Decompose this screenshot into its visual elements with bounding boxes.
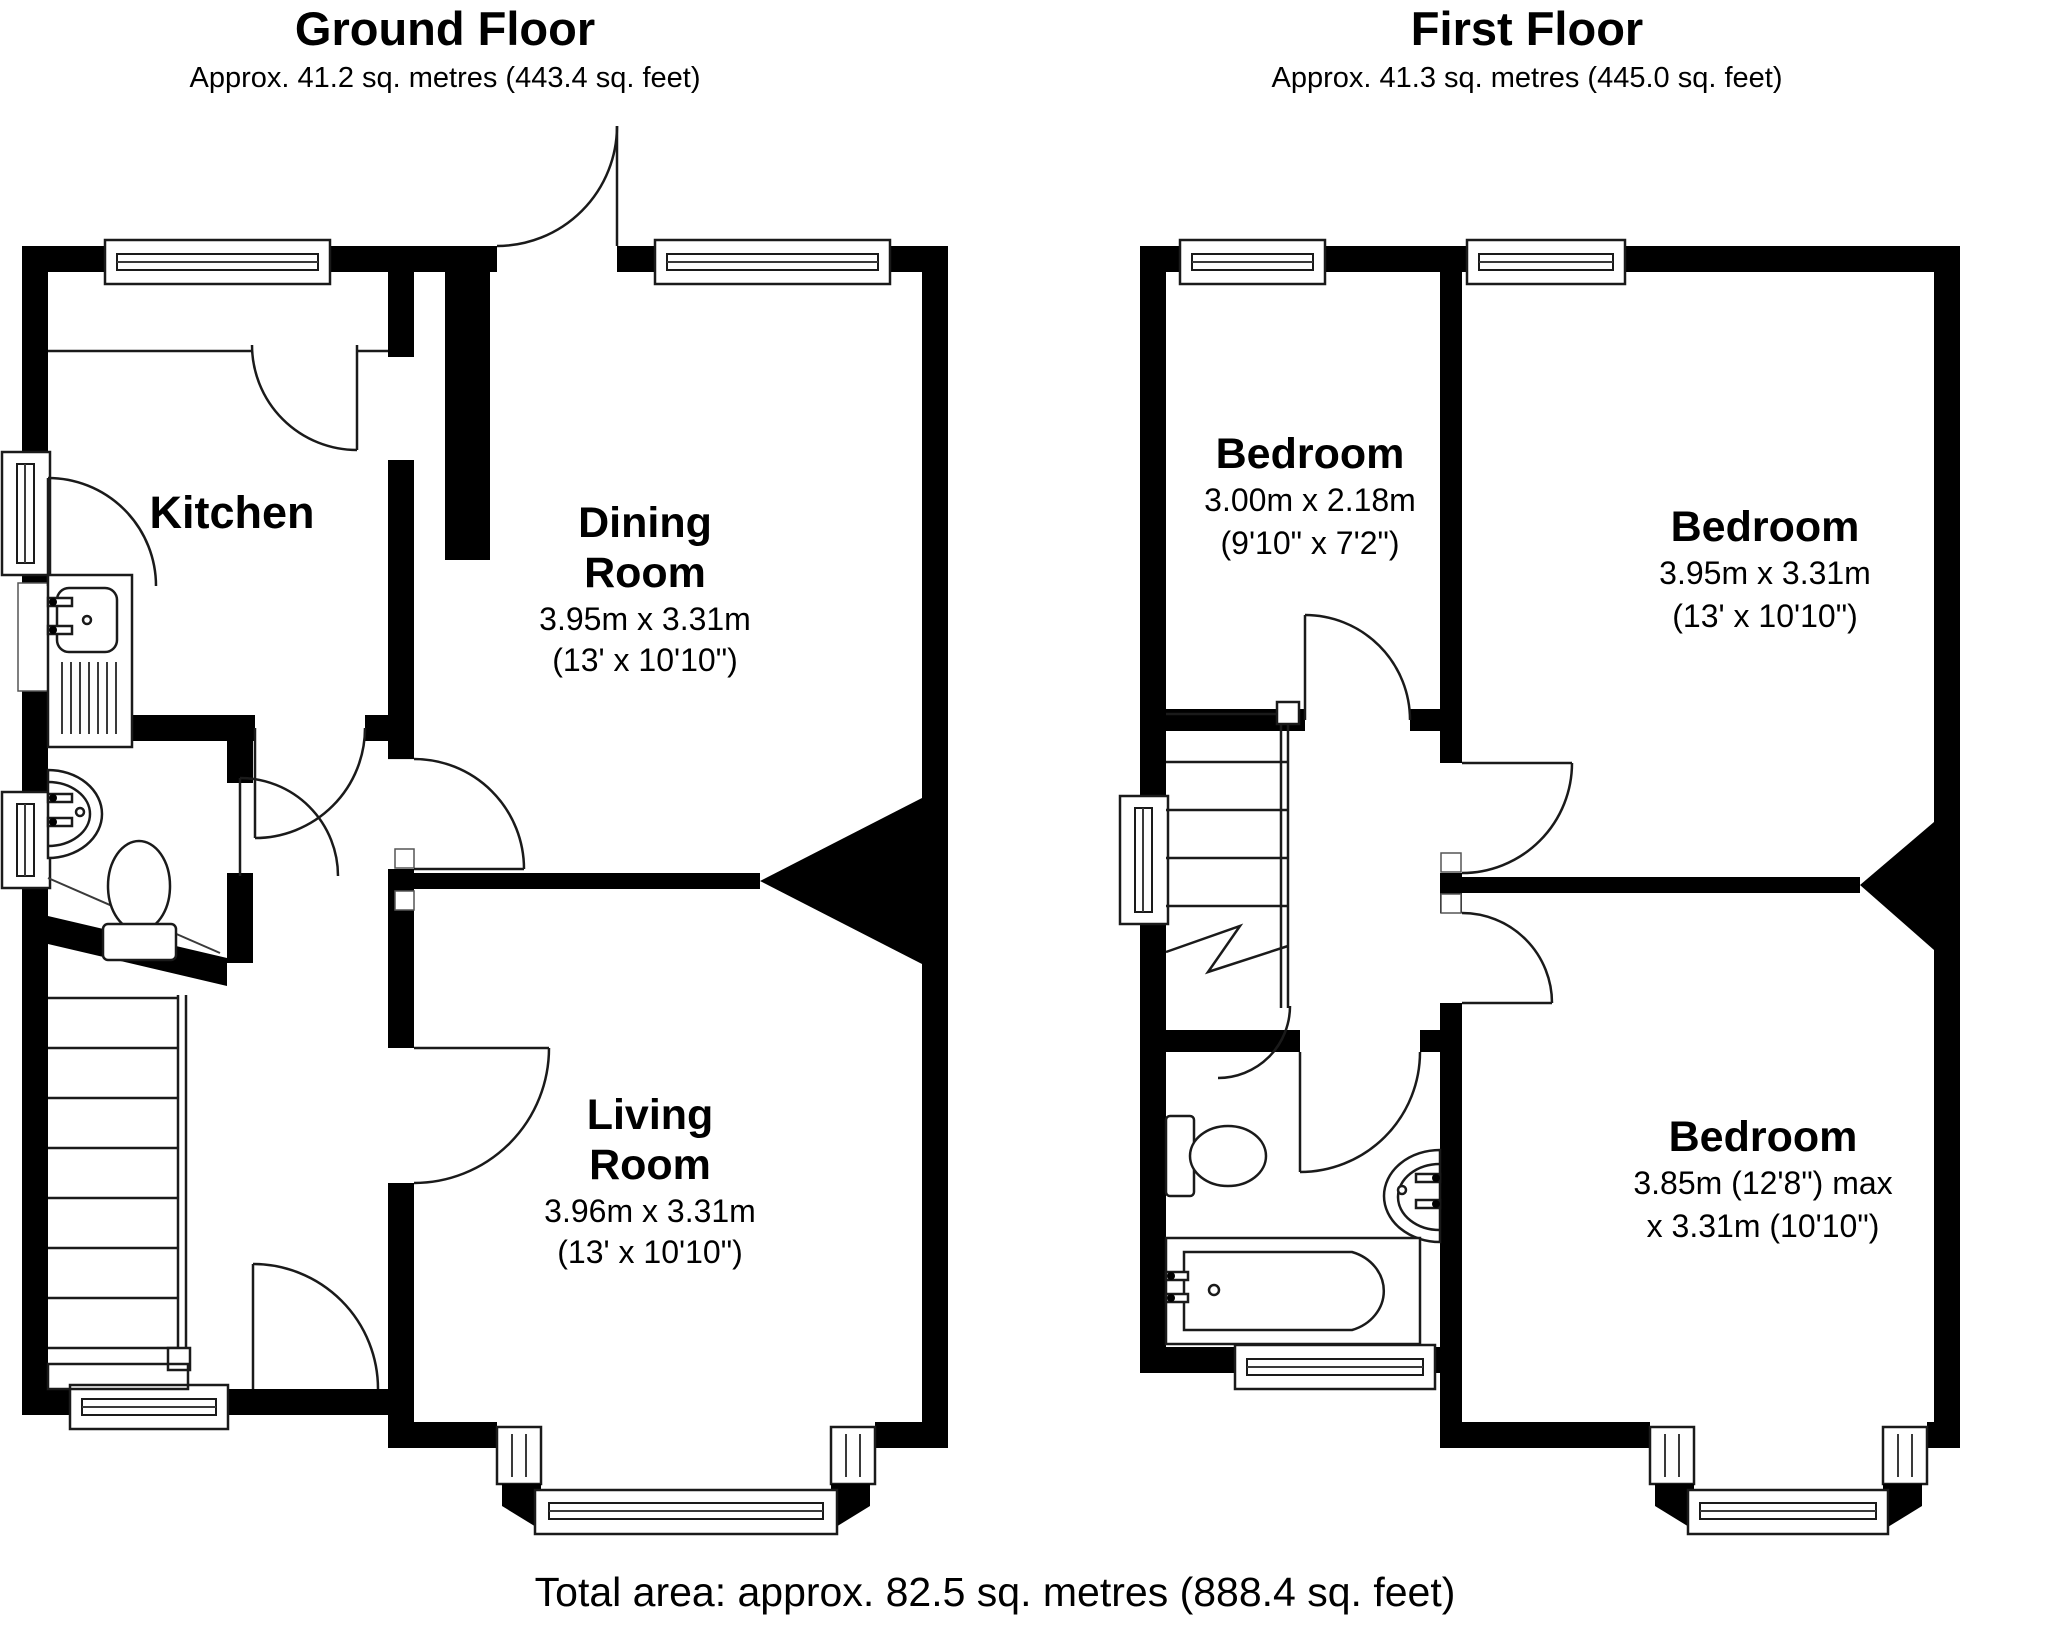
chimney-breast	[760, 798, 922, 964]
kitchen-side-window-icon	[2, 452, 50, 575]
room-dimensions-line2: x 3.31m (10'10")	[1646, 1208, 1880, 1244]
first-doors	[1300, 615, 1572, 1172]
living-room-label	[544, 1090, 756, 1272]
wc-toilet-icon	[103, 841, 176, 960]
bathroom-bath-icon	[1166, 1238, 1420, 1344]
right-bedroom-window-icon	[1467, 240, 1625, 284]
room-name: Bedroom	[1215, 430, 1405, 478]
bedroom-small-label	[1204, 430, 1416, 564]
vestibule-wall	[445, 272, 490, 560]
room-name: Living	[586, 1091, 714, 1139]
bottom-bedroom-door-icon	[1462, 913, 1552, 1003]
ground-floor-title: Ground Floor	[294, 2, 596, 55]
room-dimensions-imperial: (13' x 10'10")	[557, 1234, 743, 1270]
kitchen-label: Kitchen	[149, 487, 315, 538]
room-name: Room	[584, 549, 706, 597]
bay-side-window-icon	[831, 1427, 875, 1484]
kitchen-sink-icon	[48, 575, 132, 747]
bay-side-window-icon	[497, 1427, 541, 1484]
room-dimensions-metric: 3.00m x 2.18m	[1204, 482, 1416, 518]
wc-window-icon	[2, 792, 50, 888]
kitchen-window-icon	[105, 240, 330, 284]
room-dimensions-imperial: (9'10" x 7'2")	[1220, 525, 1400, 561]
first-floor-title: First Floor	[1410, 2, 1644, 55]
ground-floor-plan	[2, 126, 948, 1534]
hall-bottom-door-icon	[253, 1264, 378, 1389]
first-bay-window	[1650, 1427, 1927, 1534]
room-dimensions-metric: 3.95m x 3.31m	[539, 601, 751, 637]
landing-window-icon	[1120, 796, 1168, 924]
chimney-breast	[1860, 822, 1934, 950]
bedroom-bottom-label	[1633, 1113, 1892, 1247]
room-name: Bedroom	[1668, 1113, 1858, 1161]
ground-bay-window	[497, 1427, 875, 1534]
ground-doors	[18, 126, 617, 1389]
hall-window-icon	[70, 1385, 228, 1429]
small-bedroom-window-icon	[1180, 240, 1325, 284]
small-bedroom-door-icon	[1305, 615, 1410, 720]
room-dimensions-line1: 3.85m (12'8") max	[1633, 1165, 1893, 1201]
first-floor-subtitle: Approx. 41.3 sq. metres (445.0 sq. feet)	[1271, 62, 1783, 94]
living-door-icon	[414, 1048, 549, 1183]
room-dimensions-metric: 3.95m x 3.31m	[1659, 555, 1871, 591]
room-dimensions-imperial: (13' x 10'10")	[1672, 598, 1858, 634]
room-name: Dining	[578, 499, 712, 547]
bay-window-icon	[1688, 1490, 1888, 1534]
room-name: Bedroom	[1670, 503, 1860, 551]
ground-floor-subtitle: Approx. 41.2 sq. metres (443.4 sq. feet)	[189, 62, 701, 94]
room-name: Room	[589, 1141, 711, 1189]
front-door-icon	[497, 126, 617, 246]
dining-window-icon	[655, 240, 890, 284]
dining-room-label	[539, 498, 751, 680]
bathroom-toilet-icon	[1166, 1116, 1266, 1196]
total-area-label: Total area: approx. 82.5 sq. metres (888.4 sq. feet)	[534, 1569, 1456, 1615]
bathroom-window-icon	[1235, 1345, 1435, 1389]
room-dimensions-imperial: (13' x 10'10")	[552, 642, 738, 678]
kitchen-door-icon	[252, 345, 357, 450]
first-windows	[1120, 240, 1625, 1389]
bathroom-door-icon	[1300, 1052, 1420, 1172]
dining-door-icon	[414, 759, 524, 869]
room-dimensions-metric: 3.96m x 3.31m	[544, 1193, 756, 1229]
first-stairs-icon	[1166, 702, 1299, 1078]
right-bedroom-door-icon	[1462, 763, 1572, 873]
bay-window-icon	[535, 1490, 837, 1534]
bedroom-right-label	[1659, 503, 1871, 637]
bay-side-window-icon	[1650, 1427, 1694, 1484]
wc-basin-icon	[48, 770, 102, 858]
bathroom-basin-icon	[1384, 1150, 1440, 1242]
bay-side-window-icon	[1883, 1427, 1927, 1484]
